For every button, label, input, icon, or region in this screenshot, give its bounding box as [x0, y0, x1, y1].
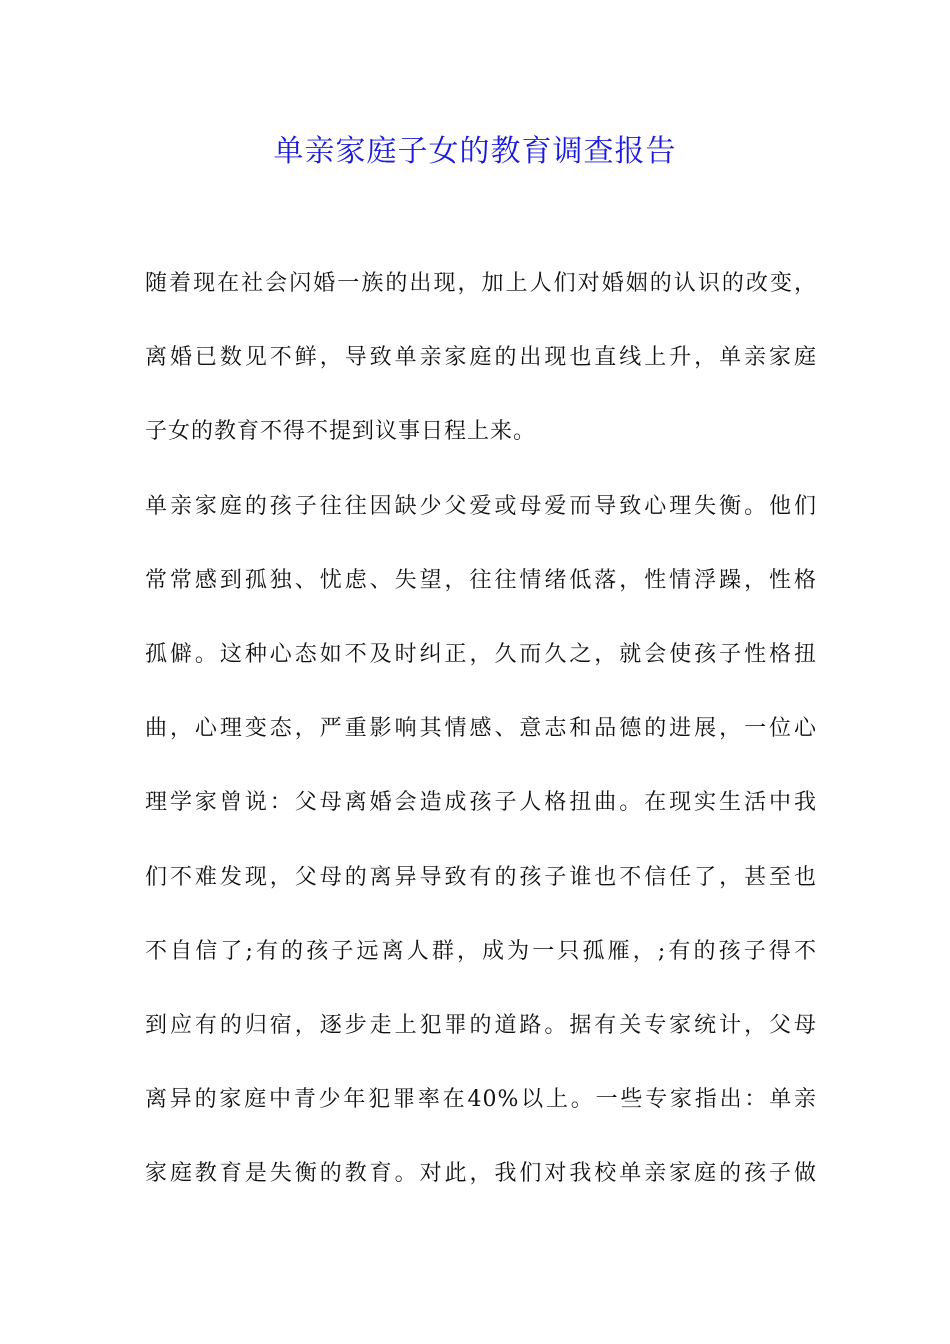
paragraph-line: 离异的家庭中青少年犯罪率在40%以上。一些专家指出：单亲	[145, 1087, 817, 1113]
paragraph-line: 随着现在社会闪婚一族的出现，加上人们对婚姻的认识的改变，	[145, 271, 817, 296]
paragraph-line: 家庭教育是失衡的教育。对此，我们对我校单亲家庭的孩子做	[145, 1161, 817, 1187]
paragraph-line: 孤僻。这种心态如不及时纠正，久而久之，就会使孩子性格扭	[145, 641, 817, 667]
paragraph-line: 们不难发现，父母的离异导致有的孩子谁也不信任了，甚至也	[145, 864, 817, 890]
document-body	[145, 262, 817, 1226]
paragraph-line: 不自信了;有的孩子远离人群，成为一只孤雁，;有的孩子得不	[145, 938, 817, 964]
paragraph-line: 子女的教育不得不提到议事日程上来。	[145, 419, 537, 445]
paragraph-line: 单亲家庭的孩子往往因缺少父爱或母爱而导致心理失衡。他们	[145, 493, 817, 519]
paragraph-line: 曲，心理变态，严重影响其情感、意志和品德的进展，一位心	[145, 716, 817, 742]
paragraph-line: 离婚已数见不鲜，导致单亲家庭的出现也直线上升，单亲家庭	[145, 345, 817, 371]
paragraph-line: 到应有的归宿，逐步走上犯罪的道路。据有关专家统计，父母	[145, 1012, 817, 1038]
paragraph-line: 常常感到孤独、忧虑、失望，往往情绪低落，性情浮躁，性格	[145, 567, 817, 593]
document-title: 单亲家庭子女的教育调查报告	[273, 134, 677, 169]
paragraph-line: 理学家曾说：父母离婚会造成孩子人格扭曲。在现实生活中我	[145, 790, 817, 816]
